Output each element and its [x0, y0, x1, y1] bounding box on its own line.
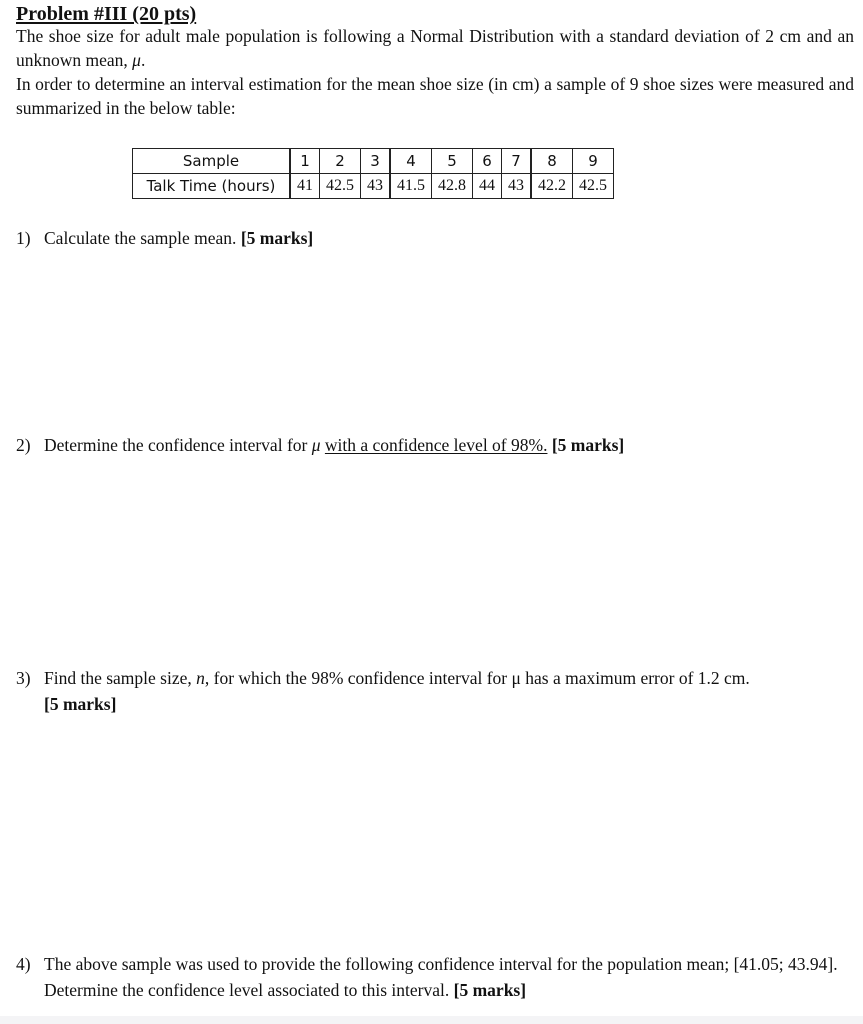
intro-paragraph-2: In order to determine an interval estimation for the mean shoe size (in cm) a sample of 9 shoe sizes were measured and summarized in the below table:: [16, 74, 854, 118]
intro-text-1a: The shoe size for adult male population is following a Normal Distribution with a standard deviation of 2 cm and an unknown mean,: [16, 26, 854, 70]
question-3: [16, 665, 846, 717]
problem-intro: [16, 24, 854, 120]
value-cell: 42.5: [573, 174, 614, 199]
sample-number-cell: 4: [390, 149, 432, 174]
value-cell: 41: [290, 174, 320, 199]
question-4: [16, 951, 846, 1003]
shoe-size-table: [132, 148, 614, 199]
page-bottom-strip: [0, 1016, 863, 1024]
n-symbol: n: [196, 668, 205, 688]
sample-number-cell: 5: [432, 149, 473, 174]
question-text: Find the sample size,: [44, 668, 197, 688]
value-cell: 44: [473, 174, 502, 199]
question-number: 2): [16, 435, 31, 455]
value-cell: 41.5: [390, 174, 432, 199]
confidence-level-underlined: with a confidence level of 98%.: [324, 435, 548, 455]
value-cell: 42.8: [432, 174, 473, 199]
value-cell: 43: [502, 174, 532, 199]
question-text: Calculate the sample mean.: [44, 228, 241, 248]
sample-number-cell: 9: [573, 149, 614, 174]
sample-number-cell: 1: [290, 149, 320, 174]
row-label-sample: Sample: [133, 149, 291, 174]
sample-number-cell: 7: [502, 149, 532, 174]
question-marks: [5 marks]: [44, 694, 117, 714]
table-row-sample: [133, 149, 614, 174]
mu-symbol: μ: [132, 50, 141, 70]
problem-title: Problem #III (20 pts): [16, 3, 197, 25]
row-label-talk-time: Talk Time (hours): [133, 174, 291, 199]
question-number: 1): [16, 228, 31, 248]
mu-symbol: μ: [311, 435, 321, 455]
question-text: The above sample was used to provide the following confidence interval for the population mean; [41.05; 43.94]. Determine the confidence level associated to this interval.: [44, 954, 838, 1000]
question-marks: [5 marks]: [240, 228, 314, 248]
value-cell: 42.5: [320, 174, 361, 199]
table-row-values: [133, 174, 614, 199]
question-text: Determine the confidence interval for: [44, 435, 312, 455]
value-cell: 42.2: [531, 174, 573, 199]
sample-number-cell: 8: [531, 149, 573, 174]
sample-number-cell: 3: [361, 149, 391, 174]
value-cell: 43: [361, 174, 391, 199]
intro-text-1b: .: [140, 50, 146, 70]
question-number: 3): [16, 668, 31, 688]
sample-number-cell: 6: [473, 149, 502, 174]
question-2: [16, 432, 846, 458]
intro-paragraph-1: [16, 24, 854, 72]
sample-number-cell: 2: [320, 149, 361, 174]
question-body: [44, 951, 846, 1003]
question-marks: [5 marks]: [453, 980, 527, 1000]
question-text-continued: , for which the 98% confidence interval for μ has a maximum error of 1.2 cm.: [204, 668, 750, 688]
question-marks: [5 marks]: [551, 435, 625, 455]
question-number: 4): [16, 954, 31, 974]
question-1: [16, 225, 846, 251]
